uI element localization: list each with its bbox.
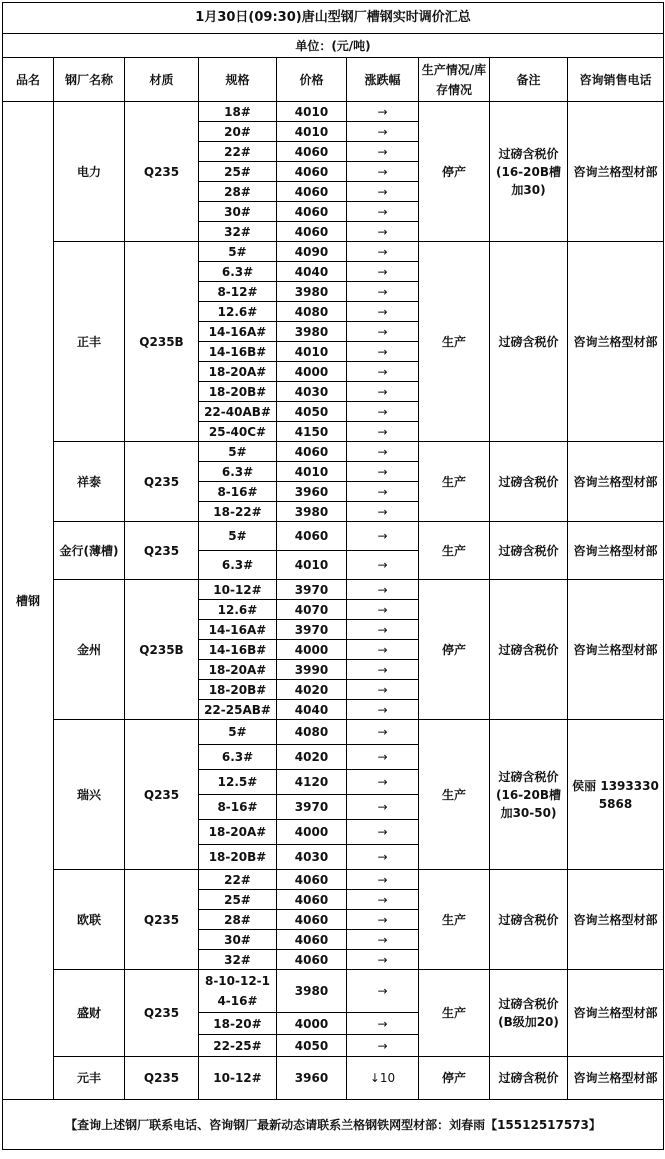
- mill-name: 祥泰: [54, 442, 125, 522]
- price-cell: 4010: [277, 551, 347, 580]
- contact-cell: 咨询兰格型材部: [568, 580, 664, 720]
- table-row: [3, 870, 664, 890]
- price-cell: 4050: [277, 402, 347, 422]
- spec-cell: 10-12#: [199, 1057, 277, 1100]
- price-cell: 3980: [277, 970, 347, 1013]
- change-cell: →: [347, 770, 419, 795]
- production-status: 停产: [419, 580, 490, 720]
- price-cell: 4060: [277, 950, 347, 970]
- remark-cell: 过磅含税价: [490, 522, 568, 580]
- header-change: 涨跌幅: [347, 58, 419, 102]
- price-cell: 4000: [277, 820, 347, 845]
- table-row: [3, 580, 664, 600]
- remark-cell: 过磅含税价: [490, 242, 568, 442]
- price-cell: 3980: [277, 502, 347, 522]
- production-status: 生产: [419, 442, 490, 522]
- spec-cell: 22#: [199, 870, 277, 890]
- change-cell: →: [347, 870, 419, 890]
- change-cell: →: [347, 1035, 419, 1057]
- price-cell: 4040: [277, 700, 347, 720]
- change-cell: →: [347, 795, 419, 820]
- price-cell: 4010: [277, 462, 347, 482]
- table-body: [3, 102, 664, 1100]
- spec-cell: 8-16#: [199, 795, 277, 820]
- contact-cell: 咨询兰格型材部: [568, 102, 664, 242]
- spec-cell: 28#: [199, 182, 277, 202]
- change-cell: →: [347, 502, 419, 522]
- price-cell: 3980: [277, 322, 347, 342]
- change-cell: →: [347, 551, 419, 580]
- mill-name: 正丰: [54, 242, 125, 442]
- spec-cell: 20#: [199, 122, 277, 142]
- mill-material: Q235: [125, 720, 199, 870]
- spec-cell: 18-20B#: [199, 845, 277, 870]
- remark-cell: 过磅含税价: [490, 870, 568, 970]
- spec-cell: 5#: [199, 522, 277, 551]
- spec-cell: 14-16A#: [199, 322, 277, 342]
- change-cell: →: [347, 322, 419, 342]
- spec-cell: 18-20#: [199, 1013, 277, 1035]
- change-cell: →: [347, 910, 419, 930]
- price-cell: 4060: [277, 442, 347, 462]
- change-cell: →: [347, 122, 419, 142]
- price-cell: 3960: [277, 1057, 347, 1100]
- change-cell: →: [347, 142, 419, 162]
- spec-cell: 25#: [199, 162, 277, 182]
- spec-cell: 8-12#: [199, 282, 277, 302]
- change-cell: →: [347, 462, 419, 482]
- change-cell: →: [347, 162, 419, 182]
- change-cell: →: [347, 342, 419, 362]
- change-cell: →: [347, 600, 419, 620]
- table-row: [3, 242, 664, 262]
- mill-material: Q235: [125, 102, 199, 242]
- change-cell: →: [347, 442, 419, 462]
- production-status: 生产: [419, 970, 490, 1057]
- spec-cell: 28#: [199, 910, 277, 930]
- change-cell: →: [347, 262, 419, 282]
- change-cell: →: [347, 970, 419, 1013]
- spec-cell: 14-16A#: [199, 620, 277, 640]
- price-cell: 4080: [277, 720, 347, 745]
- change-cell: →: [347, 102, 419, 122]
- spec-cell: 8-16#: [199, 482, 277, 502]
- table-row: [3, 970, 664, 1013]
- price-cell: 4070: [277, 600, 347, 620]
- spec-cell: 14-16B#: [199, 342, 277, 362]
- price-cell: 3970: [277, 580, 347, 600]
- price-cell: 4060: [277, 870, 347, 890]
- change-cell: →: [347, 382, 419, 402]
- price-cell: 4010: [277, 122, 347, 142]
- price-cell: 4060: [277, 222, 347, 242]
- header-status: 生产情况/库存情况: [419, 58, 490, 102]
- spec-cell: 12.6#: [199, 600, 277, 620]
- contact-cell: 侯丽 13933305868: [568, 720, 664, 870]
- contact-cell: 咨询兰格型材部: [568, 242, 664, 442]
- price-cell: 3980: [277, 282, 347, 302]
- contact-cell: 咨询兰格型材部: [568, 442, 664, 522]
- mill-material: Q235B: [125, 242, 199, 442]
- spec-cell: 25-40C#: [199, 422, 277, 442]
- price-cell: 4060: [277, 890, 347, 910]
- table-row: [3, 442, 664, 462]
- production-status: 生产: [419, 870, 490, 970]
- price-cell: 4060: [277, 182, 347, 202]
- price-cell: 4080: [277, 302, 347, 322]
- change-cell: →: [347, 182, 419, 202]
- mill-material: Q235: [125, 1057, 199, 1100]
- change-cell: →: [347, 202, 419, 222]
- table-row: [3, 102, 664, 122]
- mill-name: 元丰: [54, 1057, 125, 1100]
- mill-material: Q235B: [125, 580, 199, 720]
- change-cell: →: [347, 820, 419, 845]
- mill-material: Q235: [125, 870, 199, 970]
- spec-cell: 5#: [199, 442, 277, 462]
- price-cell: 4050: [277, 1035, 347, 1057]
- mill-material: Q235: [125, 522, 199, 580]
- remark-cell: 过磅含税价: [490, 442, 568, 522]
- production-status: 停产: [419, 102, 490, 242]
- change-cell: →: [347, 950, 419, 970]
- price-cell: 4120: [277, 770, 347, 795]
- header-contact: 咨询销售电话: [568, 58, 664, 102]
- footer-note: 【查询上述钢厂联系电话、咨询钢厂最新动态请联系兰格钢铁网型材部：刘春雨【15512517573】: [3, 1100, 664, 1150]
- contact-cell: 咨询兰格型材部: [568, 870, 664, 970]
- spec-cell: 18#: [199, 102, 277, 122]
- remark-cell: 过磅含税价: [490, 1057, 568, 1100]
- change-cell: →: [347, 222, 419, 242]
- price-cell: 4030: [277, 382, 347, 402]
- contact-cell: 咨询兰格型材部: [568, 970, 664, 1057]
- price-cell: 4010: [277, 102, 347, 122]
- spec-cell: 25#: [199, 890, 277, 910]
- mill-name: 金行(薄槽): [54, 522, 125, 580]
- change-cell: →: [347, 640, 419, 660]
- price-cell: 4030: [277, 845, 347, 870]
- spec-cell: 8-10-12-14-16#: [199, 970, 277, 1013]
- change-cell: →: [347, 660, 419, 680]
- change-cell: →: [347, 362, 419, 382]
- spec-cell: 14-16B#: [199, 640, 277, 660]
- spec-cell: 22-40AB#: [199, 402, 277, 422]
- price-cell: 4000: [277, 362, 347, 382]
- spec-cell: 6.3#: [199, 745, 277, 770]
- spec-cell: 22-25#: [199, 1035, 277, 1057]
- change-cell: →: [347, 845, 419, 870]
- change-cell: →: [347, 680, 419, 700]
- change-cell: →: [347, 700, 419, 720]
- price-cell: 4020: [277, 680, 347, 700]
- price-cell: 4010: [277, 342, 347, 362]
- price-cell: 4040: [277, 262, 347, 282]
- spec-cell: 6.3#: [199, 551, 277, 580]
- contact-cell: 咨询兰格型材部: [568, 1057, 664, 1100]
- spec-cell: 30#: [199, 930, 277, 950]
- table-row: [3, 522, 664, 551]
- remark-cell: 过磅含税价(16-20B槽加30-50): [490, 720, 568, 870]
- spec-cell: 18-20A#: [199, 820, 277, 845]
- price-cell: 4060: [277, 930, 347, 950]
- price-cell: 3990: [277, 660, 347, 680]
- price-cell: 4060: [277, 202, 347, 222]
- price-cell: 4090: [277, 242, 347, 262]
- spec-cell: 12.5#: [199, 770, 277, 795]
- change-cell: →: [347, 242, 419, 262]
- price-cell: 4060: [277, 162, 347, 182]
- price-cell: 4060: [277, 910, 347, 930]
- table-row: [3, 1057, 664, 1100]
- spec-cell: 18-20B#: [199, 680, 277, 700]
- spec-cell: 18-20B#: [199, 382, 277, 402]
- production-status: 生产: [419, 522, 490, 580]
- spec-cell: 18-22#: [199, 502, 277, 522]
- change-cell: →: [347, 282, 419, 302]
- change-cell: →: [347, 402, 419, 422]
- price-cell: 4060: [277, 522, 347, 551]
- mill-name: 金州: [54, 580, 125, 720]
- header-mill: 钢厂名称: [54, 58, 125, 102]
- mill-name: 电力: [54, 102, 125, 242]
- price-cell: 3960: [277, 482, 347, 502]
- change-cell: →: [347, 745, 419, 770]
- price-cell: 4000: [277, 640, 347, 660]
- change-cell: ↓10: [347, 1057, 419, 1100]
- product-name: 槽钢: [3, 102, 54, 1100]
- spec-cell: 22#: [199, 142, 277, 162]
- change-cell: →: [347, 522, 419, 551]
- remark-cell: 过磅含税价(B级加20): [490, 970, 568, 1057]
- spec-cell: 10-12#: [199, 580, 277, 600]
- table-title: 1月30日(09:30)唐山型钢厂槽钢实时调价汇总: [3, 3, 664, 34]
- spec-cell: 6.3#: [199, 462, 277, 482]
- spec-cell: 18-20A#: [199, 660, 277, 680]
- price-cell: 3970: [277, 795, 347, 820]
- spec-cell: 12.6#: [199, 302, 277, 322]
- spec-cell: 5#: [199, 242, 277, 262]
- spec-cell: 6.3#: [199, 262, 277, 282]
- change-cell: →: [347, 930, 419, 950]
- mill-name: 盛财: [54, 970, 125, 1057]
- price-table: [2, 2, 664, 1150]
- unit-label: 单位：(元/吨): [3, 34, 664, 58]
- remark-cell: 过磅含税价: [490, 580, 568, 720]
- price-cell: 4000: [277, 1013, 347, 1035]
- change-cell: →: [347, 720, 419, 745]
- change-cell: →: [347, 422, 419, 442]
- mill-name: 欧联: [54, 870, 125, 970]
- production-status: 生产: [419, 242, 490, 442]
- mill-material: Q235: [125, 970, 199, 1057]
- spec-cell: 30#: [199, 202, 277, 222]
- spec-cell: 32#: [199, 950, 277, 970]
- mill-material: Q235: [125, 442, 199, 522]
- header-spec: 规格: [199, 58, 277, 102]
- header-row: [3, 58, 664, 102]
- spec-cell: 22-25AB#: [199, 700, 277, 720]
- production-status: 生产: [419, 720, 490, 870]
- contact-cell: 咨询兰格型材部: [568, 522, 664, 580]
- change-cell: →: [347, 580, 419, 600]
- price-cell: 4060: [277, 142, 347, 162]
- header-material: 材质: [125, 58, 199, 102]
- table-row: [3, 720, 664, 745]
- production-status: 停产: [419, 1057, 490, 1100]
- price-cell: 4020: [277, 745, 347, 770]
- price-cell: 3970: [277, 620, 347, 640]
- price-cell: 4150: [277, 422, 347, 442]
- header-remark: 备注: [490, 58, 568, 102]
- spec-cell: 18-20A#: [199, 362, 277, 382]
- header-product: 品名: [3, 58, 54, 102]
- remark-cell: 过磅含税价(16-20B槽加30): [490, 102, 568, 242]
- spec-cell: 5#: [199, 720, 277, 745]
- change-cell: →: [347, 890, 419, 910]
- change-cell: →: [347, 1013, 419, 1035]
- change-cell: →: [347, 482, 419, 502]
- change-cell: →: [347, 302, 419, 322]
- mill-name: 瑞兴: [54, 720, 125, 870]
- header-price: 价格: [277, 58, 347, 102]
- change-cell: →: [347, 620, 419, 640]
- spec-cell: 32#: [199, 222, 277, 242]
